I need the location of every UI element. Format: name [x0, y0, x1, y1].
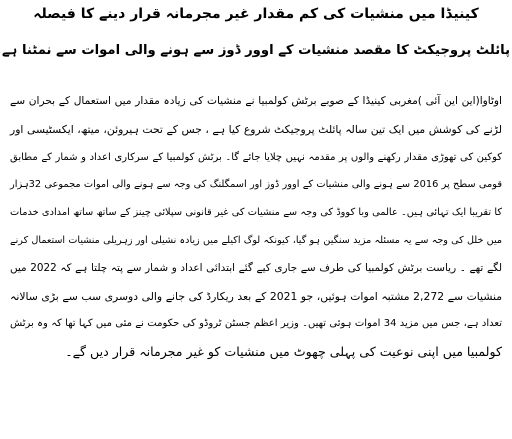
article-body — [10, 88, 502, 366]
body-line: قومی سطح پر 2016 سے ہونے والی منشیات کے اوور ڈوز اور اسمگلنگ کی وجہ سے ہونے والی اموات مجموعی 32ہزار — [10, 179, 503, 191]
subheadline: پائلٹ پروجیکٹ کا مقصد منشیات کے اوور ڈوز سے ہونے والی اموات سے نمٹنا ہے — [1, 43, 511, 58]
body-line: لڑنے کی کوشش میں ایک تین سالہ پائلٹ پروجیکٹ شروع کیا ہے ، جس کے تحت ہیروئن، میتھ، ایکسٹیسی اور — [10, 122, 502, 136]
body-line: میں خلل کی وجہ سے یہ مسئلہ مزید سنگین ہو گیا، کیونکہ لوگ اکیلے میں زیادہ نشیلی اور زہریلی منشیات استعمال کرنے — [10, 234, 502, 246]
body-line: منشیات سے 2,272 مشتبہ اموات ہوئیں، جو 2021 کے بعد ریکارڈ کی جانے والی دوسری سب سے بڑی سالانہ — [10, 289, 502, 303]
body-line: کوکین کی تھوڑی مقدار رکھنے والوں پر مقدمہ نہیں چلایا جائے گا۔ برٹش کولمبیا کے سرکاری اعداد و شمار کے مطابق — [10, 151, 502, 163]
body-line: کا تقریبا ایک تہائی ہیں۔ عالمی وبا کووڈ کی وجہ سے منشیات کی غیر قانونی سپلائی چینز کے ساتھ ساتھ امدادی خدمات — [10, 207, 502, 219]
body-line: کولمبیا میں اپنی نوعیت کی پہلی چھوٹ میں منشیات کو غیر مجرمانہ قرار دیں گے۔ — [65, 344, 502, 360]
body-line: تعداد ہے، جس میں مزید 34 اموات ہوئی تھیں۔ وزیر اعظم جسٹن ٹروڈو کی حکومت نے مئی میں کہا تھا کہ وہ برٹش — [10, 318, 502, 330]
body-line: اوٹاوا(این این آئی )مغربی کینیڈا کے صوبے برٹش کولمبیا نے منشیات کی زیادہ مقدار میں استعمال کے بحران سے — [10, 95, 502, 107]
body-line: لگے تھے ۔ ریاست برٹش کولمبیا کی طرف سے جاری کیے گئے ابتدائی اعداد و شمار سے پتہ چلتا ہے کہ 2022 میں — [10, 261, 502, 274]
headline: کینیڈا میں منشیات کی کم مقدار غیر مجرمانہ قرار دینے کا فیصلہ — [33, 6, 479, 22]
